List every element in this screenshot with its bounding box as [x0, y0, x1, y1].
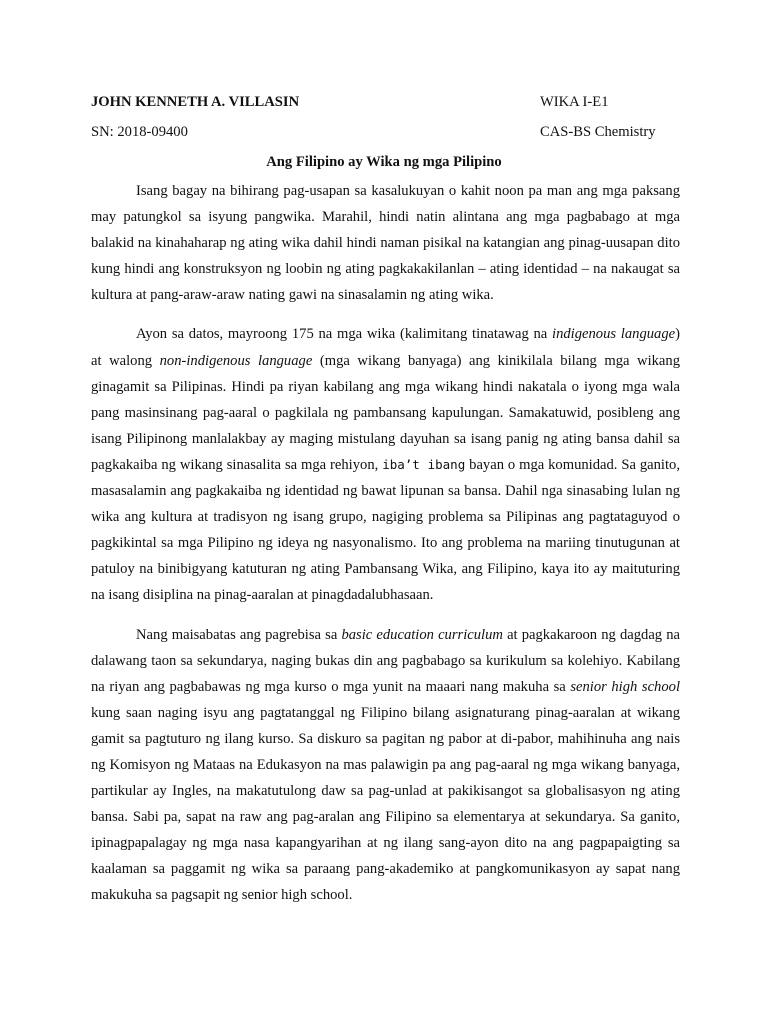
paragraph-3 [91, 622, 680, 909]
paragraph-3-text: Nang maisabatas ang pagrebisa sa [136, 626, 342, 643]
paragraph-2-emphasis: indigenous language [552, 326, 676, 343]
paragraph-2 [91, 321, 680, 608]
degree-program: CAS-BS Chemistry [540, 124, 656, 140]
paragraph-2-emphasis: non-indigenous language [159, 352, 313, 369]
paragraph-3-text: kung saan naging isyu ang pagtatanggal ng Filipino bilang asignaturang pinag-aaralan at wikang gamit sa pagtuturo ng ilang kurso. Sa diskuro sa pagitan ng pabor at di-pabor, mahihinuha ang nais ng Komisyon ng Mataas na Edukasyon na mas palawigin pa ang pag-aaral ng mga wikang banyaga, partikular ay Ingles, na makatutulong daw sa pag-unlad at pakikisangot sa globalisasyon ng ating bansa. Sabi pa, sapat na raw ang pag-aralan ang Filipino sa elementarya at sekundarya. Sa ganito, ipinagpapalagay ng mga nasa kapangyarihan at ng ilang sang-ayon dito na ang pagpapaigting sa kaalaman sa paggamit ng wika sa paraang pang-akademiko at pangkomunikasyon ay sapat nang makukuha sa pagsapit ng senior high school. [91, 704, 680, 904]
paragraph-2-text: ) at walong [91, 326, 680, 369]
author-name: JOHN KENNETH A. VILLASIN [91, 94, 300, 110]
student-number: SN: 2018-09400 [91, 124, 188, 140]
essay-body [91, 178, 680, 922]
paragraph-2-monospace: iba’t ibang [382, 456, 466, 472]
paragraph-2-text: (mga wikang banyaga) ang kinikilala bilang mga wikang ginagamit sa Pilipinas. Hindi pa riyan kabilang ang mga wikang hindi nakatala o iyong mga wala pang masinsinang pag-aaral o pagkilala ng pambansang kapulungan. Samakatuwid, posibleng ang isang Pilipinong manlalakbay ay maging mistulang dayuhan sa isang panig ng ating bansa dahil sa pagkakaiba ng wikang sinasalita sa mga rehiyon, [91, 352, 680, 473]
course-code: WIKA I-E1 [540, 94, 609, 110]
paragraph-2-text: Ayon sa datos, mayroong 175 na mga wika (kalimitang tinatawag na [136, 326, 553, 343]
paragraph-2-text: bayan o mga komunidad. Sa ganito, masasalamin ang pagkakaiba ng identidad ng bawat lipunan sa bansa. Dahil nga sinasabing lulan ng wika ang kultura at tradisyon ng isang grupo, nagiging problema sa Pilipinas ang pagtataguyod o pagkikintal sa mga Pilipino ng ideya ng nasyonalismo. Ito ang problema na mariing tinutugunan at patuloy na binibigyang katuturan ng ating Pambansang Wika, ang Filipino, kaya ito ay maituturing na isang disiplina na pinag-aaralan at pinagdadalubhasaan. [91, 456, 680, 604]
essay-title: Ang Filipino ay Wika ng mga Pilipino [266, 154, 502, 170]
paragraph-1: Isang bagay na bihirang pag-usapan sa kasalukuyan o kahit noon pa man ang mga paksang may patungkol sa isyung pangwika. Marahil, hindi natin alintana ang mga pagbabago at mga balakid na kinahaharap ng ating wika dahil hindi naman pisikal na katangian ang pinag-uusapan dito kung hindi ang konstruksyon ng loobin ng ating pagkakakilanlan – ating identidad – na nakaugat sa kultura at pang-araw-araw nating gawi na sinasalamin ng ating wika. [91, 183, 680, 304]
paragraph-3-emphasis: senior high school [570, 678, 680, 695]
paragraph-3-emphasis: basic education curriculum [341, 626, 503, 643]
paragraph-3-text: at pagkakaroon ng dagdag na dalawang taon sa sekundarya, naging bukas din ang pagbabago sa kurikulum sa kolehiyo. Kabilang na riyan ang pagbabawas ng mga kurso o mga yunit na maaari nang makuha sa [91, 626, 681, 695]
